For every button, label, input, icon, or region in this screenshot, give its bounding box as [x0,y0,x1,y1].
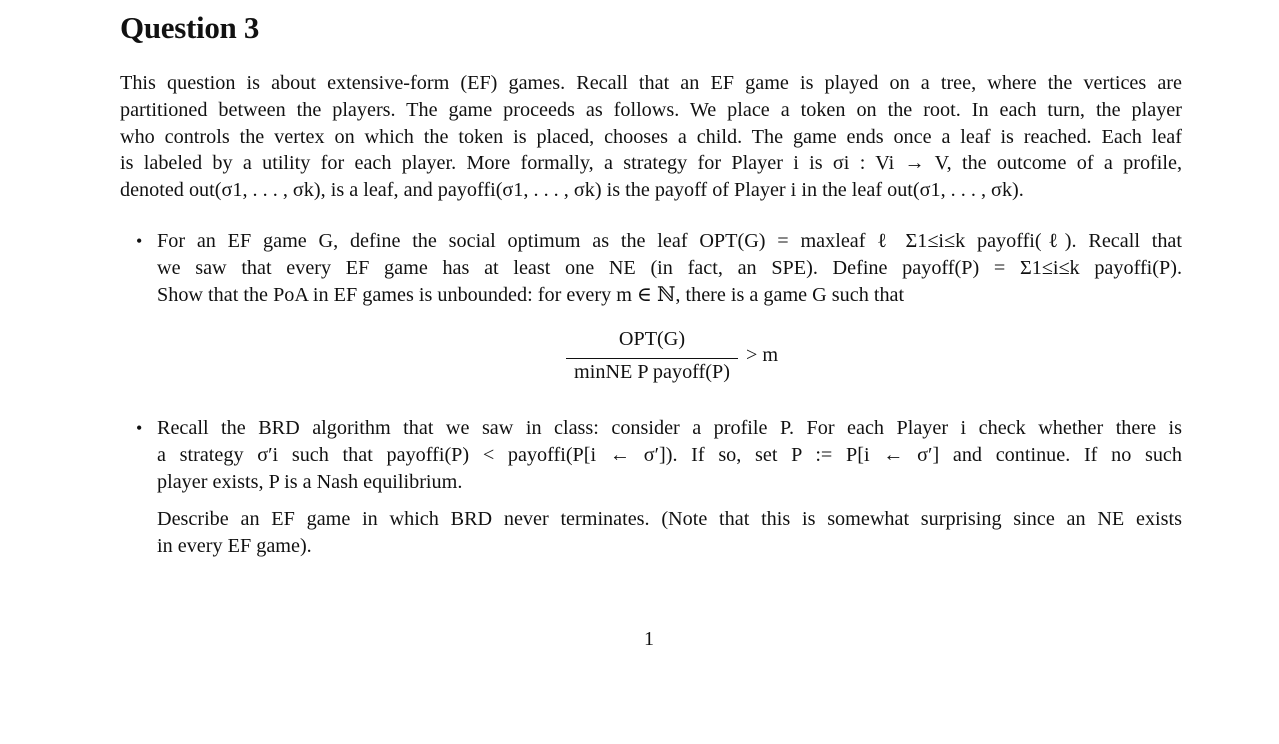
brd-question-line-1: Describe an EF game in which BRD never terminates. (Note that this is somewhat surprising since an NE exists [157,508,1182,530]
bullet1-line-1: For an EF game G, define the social optimum as the leaf OPT(G) = maxleaf ℓ Σ1≤i≤k payoffi(ℓ). Recall that [157,230,1182,252]
bullet-marker: • [136,418,143,438]
poa-fraction [566,328,806,390]
intro-line-3: who controls the vertex on which the token is placed, chooses a child. The game ends once a leaf is reached. Each leaf [120,125,1182,148]
fraction-relation: > m [746,344,779,366]
intro-line-5: denoted out(σ1, . . . , σk), is a leaf, and payoffi(σ1, . . . , σk) is the payoff of Player i in the leaf out(σ1, . . . , σk). [120,179,1024,202]
intro-paragraph [120,70,1182,204]
bullet-social-optimum [136,228,1182,308]
intro-line-1: This question is about extensive-form (EF) games. Recall that an EF game is played on a tree, where the vertices are [120,72,1182,94]
intro-line-2: partitioned between the players. The game proceeds as follows. We place a token on the root. In each turn, the player [120,98,1182,121]
bullet2-line-3: player exists, P is a Nash equilibrium. [157,470,463,493]
intro-line-4: is labeled by a utility for each player. More formally, a strategy for Player i is σi : Vi → V, the outcome of a profile, [120,152,1182,175]
question-title: Question 3 [120,10,260,45]
fraction-denominator: minNE P payoff(P) [574,361,730,383]
fraction-numerator: OPT(G) [618,328,686,350]
bullet1-line-3: Show that the PoA in EF games is unbounded: for every m ∈ ℕ, there is a game G such that [157,283,905,306]
bullet-brd-algorithm [136,415,1182,495]
brd-question-line-2: in every EF game). [157,534,312,557]
bullet-marker: • [136,231,143,251]
bullet2-line-1: Recall the BRD algorithm that we saw in class: consider a profile P. For each Player i check whether there is [157,417,1182,439]
page-number: 1 [644,628,654,650]
fraction-bar [566,358,738,359]
document-page [120,0,1182,744]
bullet1-line-2: we saw that every EF game has at least one NE (in fact, an SPE). Define payoff(P) = Σ1≤i≤k payoffi(P). [157,256,1182,279]
brd-question-paragraph [157,506,1182,560]
bullet2-line-2: a strategy σ′i such that payoffi(P) < payoffi(P[i ← σ′]). If so, set P := P[i ← σ′] and continue. If no such [157,443,1182,466]
